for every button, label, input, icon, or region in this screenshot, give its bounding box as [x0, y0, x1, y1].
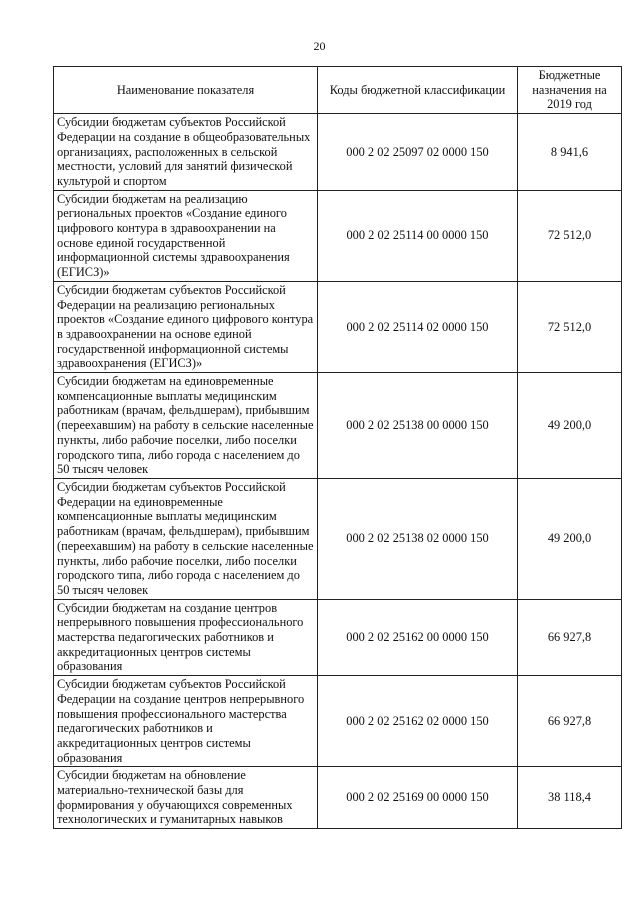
table-row [54, 767, 622, 829]
table-row [54, 676, 622, 767]
indicator-name: Субсидии бюджетам на единовременные компенсационные выплаты медицинским работникам (врачам, фельдшерам), прибывшим (переехавшим) на работу в сельские населенные пункты, либо рабочие поселки, либо поселки городского типа, либо города с населением до 50 тысяч человек [54, 373, 318, 479]
budget-amount: 49 200,0 [518, 373, 622, 479]
indicator-name: Субсидии бюджетам на реализацию региональных проектов «Создание единого цифрового контура в здравоохранении на основе единой государственной информационной системы здравоохранения (ЕГИСЗ)» [54, 190, 318, 281]
indicator-name: Субсидии бюджетам субъектов Российской Федерации на единовременные компенсационные выплаты медицинским работникам (врачам, фельдшерам), прибывшим (переехавшим) на работу в сельские населенные пункты, либо рабочие поселки, либо поселки городского типа, либо города с населением до 50 тысяч человек [54, 478, 318, 599]
budget-amount: 66 927,8 [518, 676, 622, 767]
budget-table [53, 66, 622, 829]
budget-code: 000 2 02 25114 00 0000 150 [318, 190, 518, 281]
budget-code: 000 2 02 25162 02 0000 150 [318, 676, 518, 767]
indicator-name: Субсидии бюджетам субъектов Российской Федерации на создание в общеобразовательных организациях, расположенных в сельской местности, условий для занятий физической культурой и спортом [54, 114, 318, 191]
header-budget-amount: Бюджетные назначения на 2019 год [518, 67, 622, 114]
table-row [54, 114, 622, 191]
budget-amount: 49 200,0 [518, 478, 622, 599]
table-header-row [54, 67, 622, 114]
page-number: 20 [313, 39, 326, 53]
indicator-name: Субсидии бюджетам на обновление материально-технической базы для формирования у обучающихся современных технологических и гуманитарных навыков [54, 767, 318, 829]
indicator-name: Субсидии бюджетам субъектов Российской Федерации на реализацию региональных проектов «Создание единого цифрового контура в здравоохранении на основе единой государственной информационной системы здравоохранения (ЕГИСЗ)» [54, 281, 318, 372]
header-budget-code: Коды бюджетной классификации [318, 67, 518, 114]
table-row [54, 281, 622, 372]
budget-code: 000 2 02 25162 00 0000 150 [318, 599, 518, 676]
table-row [54, 599, 622, 676]
budget-code: 000 2 02 25138 00 0000 150 [318, 373, 518, 479]
budget-code: 000 2 02 25097 02 0000 150 [318, 114, 518, 191]
indicator-name: Субсидии бюджетам субъектов Российской Федерации на создание центров непрерывного повышения профессионального мастерства педагогических работников и аккредитационных центров системы образования [54, 676, 318, 767]
indicator-name: Субсидии бюджетам на создание центров непрерывного повышения профессионального мастерства педагогических работников и аккредитационных центров системы образования [54, 599, 318, 676]
header-indicator-name: Наименование показателя [54, 67, 318, 114]
budget-code: 000 2 02 25169 00 0000 150 [318, 767, 518, 829]
budget-amount: 8 941,6 [518, 114, 622, 191]
table-row [54, 478, 622, 599]
budget-code: 000 2 02 25138 02 0000 150 [318, 478, 518, 599]
table-row [54, 373, 622, 479]
budget-amount: 72 512,0 [518, 281, 622, 372]
budget-amount: 66 927,8 [518, 599, 622, 676]
budget-amount: 72 512,0 [518, 190, 622, 281]
budget-amount: 38 118,4 [518, 767, 622, 829]
table-row [54, 190, 622, 281]
budget-code: 000 2 02 25114 02 0000 150 [318, 281, 518, 372]
